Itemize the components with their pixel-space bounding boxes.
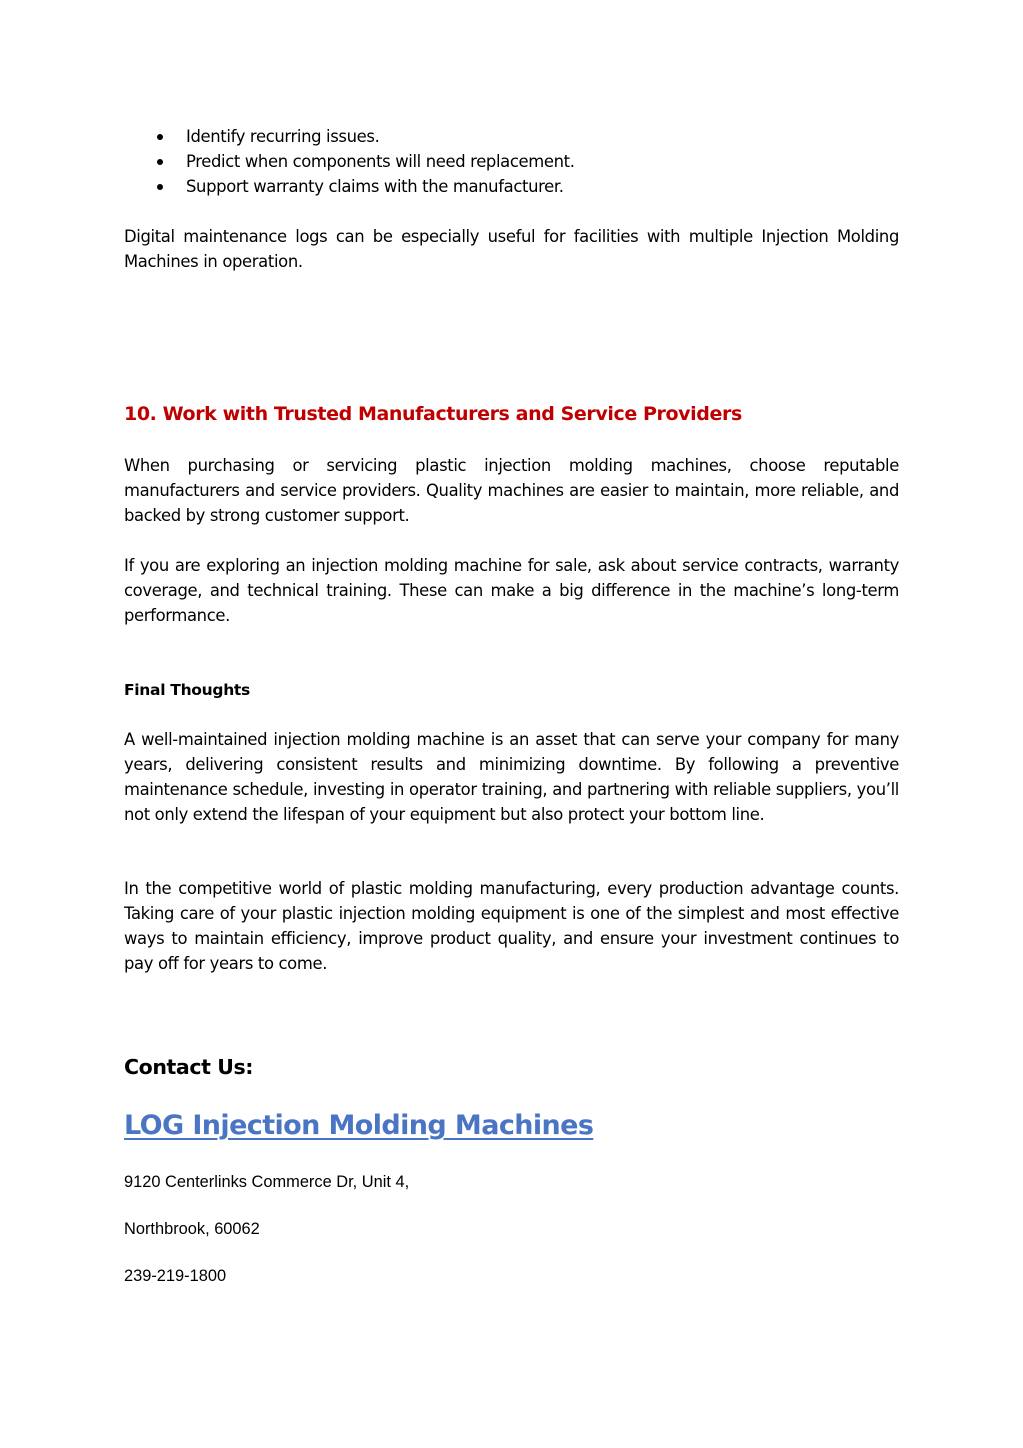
final-thoughts-heading: Final Thoughts (124, 681, 250, 699)
section-paragraph-1: When purchasing or servicing plastic injection molding machines, choose reputable manufacturers and service providers. Quality machines are easier to maintain, more reliable, and backed by strong customer support. (124, 456, 899, 525)
final-thoughts-paragraph-1: A well-maintained injection molding machine is an asset that can serve your company for many years, delivering consistent results and minimizing downtime. By following a preventive maintenance schedule, investing in operator training, and partnering with reliable suppliers, you’ll not only extend the lifespan of your equipment but also protect your bottom line. (124, 730, 899, 824)
list-item: Predict when components will need replacement. (124, 149, 899, 174)
phone-number: 239-219-1800 (124, 1267, 227, 1285)
final-thoughts-paragraph-2: In the competitive world of plastic molding manufacturing, every production advantage counts. Taking care of your plastic injection molding equipment is one of the simplest and most effective ways to maintain efficiency, improve product quality, and ensure your investment continues to pay off for years to come. (124, 879, 899, 973)
address-line-1: 9120 Centerlinks Commerce Dr, Unit 4, (124, 1173, 410, 1191)
list-item: Identify recurring issues. (124, 124, 899, 149)
section-paragraph-2: If you are exploring an injection molding machine for sale, ask about service contracts, warranty coverage, and technical training. These can make a big difference in the machine’s long-term performance. (124, 556, 899, 625)
contact-heading: Contact Us: (124, 1055, 254, 1079)
list-item: Support warranty claims with the manufacturer. (124, 174, 899, 199)
section-heading: 10. Work with Trusted Manufacturers and Service Providers (124, 403, 742, 425)
company-link-wrapper (124, 1107, 899, 1145)
intro-paragraph: Digital maintenance logs can be especially useful for facilities with multiple Injection Molding Machines in operation. (124, 227, 899, 271)
company-link[interactable]: LOG Injection Molding Machines (124, 1110, 594, 1141)
address-line-2: Northbrook, 60062 (124, 1220, 260, 1238)
bullet-list (124, 124, 899, 199)
